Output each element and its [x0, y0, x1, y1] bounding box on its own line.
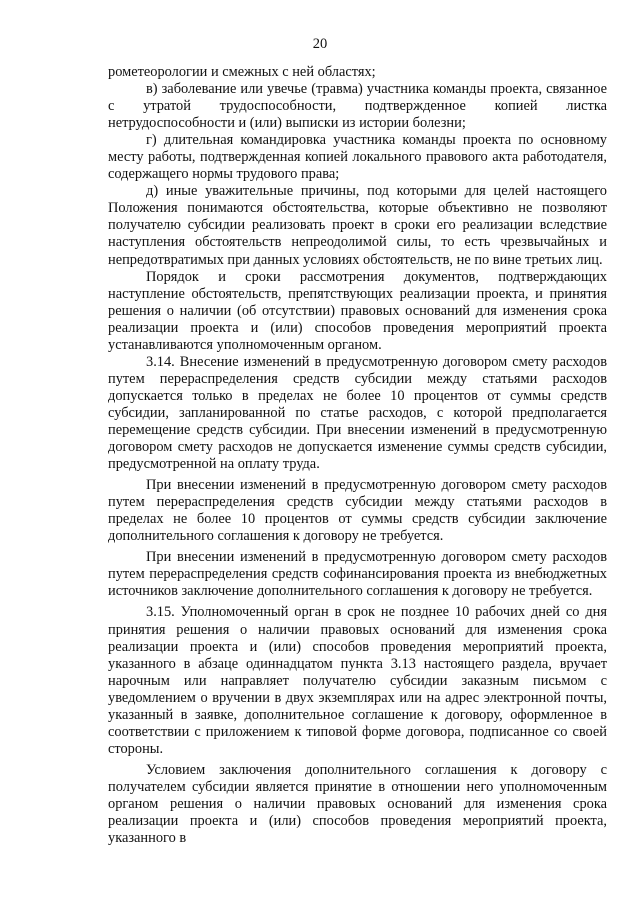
paragraph-4: д) иные уважительные причины, под которыми для целей настоящего Положения понимаются обстоятельства, которые объективно не позволяют получателю субсидии реализовать проект в сроки его реализации вследствие наступления обстоятельств непреодолимой силы, то есть чрезвычайных и непредотвратимых при данных условиях обстоятельств, не по вине третьих лиц.: [108, 183, 607, 268]
paragraph-10: Условием заключения дополнительного соглашения к договору с получателем субсидии является принятие в отношении него уполномоченным органом решения о наличии правовых оснований для изменения срока реализации проекта и (или) способов проведения мероприятий проекта, указанного в: [108, 761, 607, 847]
page-number: 20: [312, 36, 328, 52]
body-text: [108, 64, 607, 847]
paragraph-6: 3.14. Внесение изменений в предусмотренную договором смету расходов путем перераспределения средств субсидии между статьями расходов допускается только в пределах не более 10 процентов от суммы средств субсидии, запланированной по статье расходов, с которой предполагается перемещение средств субсидии. При внесении изменений в предусмотренную договором смету расходов не допускается изменение суммы средств субсидии, предусмотренной на оплату труда.: [108, 353, 607, 473]
paragraph-2: в) заболевание или увечье (травма) участника команды проекта, связанное с утратой трудоспособности, подтвержденное копией листка нетрудоспособности и (или) выписки из истории болезни;: [108, 81, 607, 132]
paragraph-5: Порядок и сроки рассмотрения документов, подтверждающих наступление обстоятельств, препятствующих реализации проекта, и принятия решения о наличии (об отсутствии) правовых оснований для изменения срока реализации проекта и (или) способов проведения мероприятий проекта устанавливаются уполномоченным органом.: [108, 268, 607, 353]
paragraph-8: При внесении изменений в предусмотренную договором смету расходов путем перераспределения средств софинансирования проекта из внебюджетных источников заключение дополнительного соглашения к договору не требуется.: [108, 549, 607, 600]
paragraph-7: При внесении изменений в предусмотренную договором смету расходов путем перераспределения средств субсидии между статьями расходов в пределах не более 10 процентов от суммы средств субсидии заключение дополнительного соглашения к договору не требуется.: [108, 477, 607, 545]
paragraph-9: 3.15. Уполномоченный орган в срок не позднее 10 рабочих дней со дня принятия решения о наличии правовых оснований для изменения срока реализации проекта и (или) способов проведения мероприятий проекта, указанного в абзаце одиннадцатом пункта 3.13 настоящего раздела, вручает нарочным или направляет получателю субсидии заказным письмом с уведомлением о вручении в двух экземплярах или на адрес электронной почты, указанный в заявке, дополнительное соглашение к договору, оформленное в соответствии с приложением к типовой форме договора, подписанное со своей стороны.: [108, 604, 607, 757]
paragraph-3: г) длительная командировка участника команды проекта по основному месту работы, подтвержденная копией локального правового акта работодателя, содержащего нормы трудового права;: [108, 132, 607, 183]
paragraph-1: рометеорологии и смежных с ней областях;: [108, 64, 376, 80]
